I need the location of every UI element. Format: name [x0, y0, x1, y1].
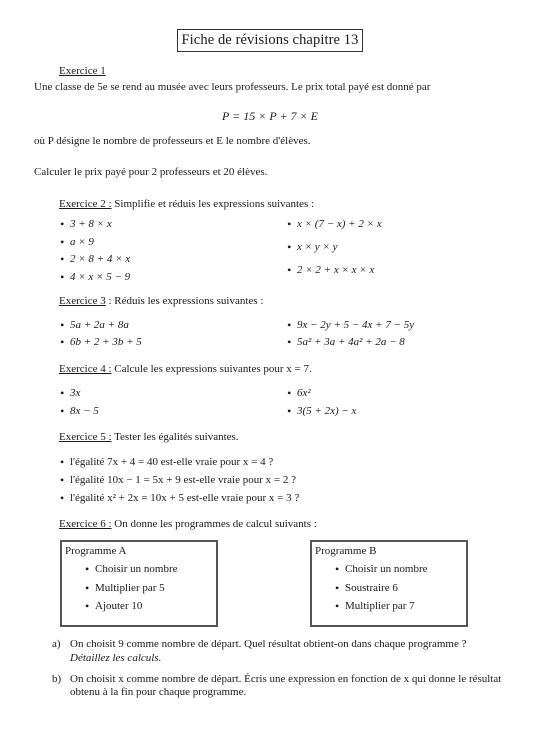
exercise-3-left-list [60, 319, 279, 351]
exercise-2-heading [59, 198, 506, 212]
exercise-4-left-list [60, 387, 279, 419]
exercise-6-instruction: On donne les programmes de calcul suivants : [111, 518, 317, 531]
exercise-5-instruction: Tester les égalités suivantes. [111, 431, 239, 444]
exercise-3-instruction: : Réduis les expressions suivantes : [105, 294, 264, 307]
list-item: • 3x [60, 387, 279, 401]
list-item: • x × y × y [287, 241, 506, 255]
exercise-3-columns [34, 319, 506, 355]
list-item: • Multiplier par 5 [85, 582, 212, 596]
exercise-2-label: Exercice 2 : [59, 198, 112, 211]
exercise-4-heading [59, 363, 506, 377]
question-a-label: a) [52, 638, 61, 651]
exercise-3-right-list [287, 319, 506, 351]
list-item: • 5a² + 3a + 4a² + 2a − 8 [287, 336, 506, 350]
list-item: • Choisir un nombre [85, 563, 212, 577]
exercise-4-right-list [287, 387, 506, 419]
exercise-2-columns [34, 218, 506, 289]
exercise-2-left-list [60, 218, 279, 285]
exercise-2-right-list [287, 218, 506, 278]
list-item: • l'égalité 7x + 4 = 40 est-elle vraie pour x = 4 ? [60, 456, 506, 470]
list-item: • 9x − 2y + 5 − 4x + 7 − 5y [287, 319, 506, 333]
program-a-steps [85, 563, 212, 614]
list-item: • 3 + 8 × x [60, 218, 279, 232]
list-item: • 6b + 2 + 3b + 5 [60, 336, 279, 350]
list-item: • x × (7 − x) + 2 × x [287, 218, 506, 232]
list-item: • 8x − 5 [60, 405, 279, 419]
list-item: • Multiplier par 7 [335, 600, 462, 614]
exercise-3-heading [59, 295, 506, 309]
program-a-title: Programme A [65, 545, 127, 558]
exercise-2-instruction: Simplifie et réduis les expressions suivantes : [111, 198, 315, 211]
exercise-1-statement: Une classe de 5e se rend au musée avec leurs professeurs. Le prix total payé est donné par [34, 80, 431, 93]
list-item: • l'égalité x² + 2x = 10x + 5 est-elle vraie pour x = 3 ? [60, 492, 506, 506]
exercise-1-question: Calculer le prix payé pour 2 professeurs et 20 élèves. [34, 166, 268, 179]
list-item: • 4 × x × 5 − 9 [60, 271, 279, 285]
exercise-1-definition: où P désigne le nombre de professeurs et E le nombre d'élèves. [34, 134, 311, 147]
program-b-steps [335, 563, 462, 614]
exercise-4-instruction: Calcule les expressions suivantes pour x = 7. [111, 363, 312, 376]
exercise-4-label: Exercice 4 : [59, 363, 112, 376]
question-a [52, 638, 506, 666]
exercise-3-label: Exercice 3 [59, 294, 106, 307]
list-item: • 2 × 8 + 4 × x [60, 253, 279, 267]
programs-row [34, 540, 506, 627]
list-item: • Ajouter 10 [85, 600, 212, 614]
list-item: • 2 × 2 + x × x × x [287, 264, 506, 278]
list-item: • 5a + 2a + 8a [60, 319, 279, 333]
question-b-text: On choisit x comme nombre de départ. Écris une expression en fonction de x qui donne le résultat obtenu à la fin pour chaque programme. [70, 672, 502, 699]
list-item: • a × 9 [60, 236, 279, 250]
exercise-4-columns [34, 387, 506, 423]
program-b-title: Programme B [315, 545, 377, 558]
list-item: • 6x² [287, 387, 506, 401]
exercise-1-label: Exercice 1 [59, 65, 106, 78]
exercise-5-label: Exercice 5 : [59, 431, 112, 444]
exercise-5-heading [59, 431, 506, 445]
exercise-6-label: Exercice 6 : [59, 518, 112, 531]
program-a-box [60, 540, 218, 627]
page-title: Fiche de révisions chapitre 13 [177, 29, 364, 52]
question-a-note: Détaillez les calculs. [70, 651, 162, 664]
question-a-text: On choisit 9 comme nombre de départ. Quel résultat obtient-on dans chaque programme ? [70, 638, 467, 651]
exercise-6-heading [59, 518, 506, 532]
exercise-6-questions [52, 638, 506, 700]
list-item: • 3(5 + 2x) − x [287, 405, 506, 419]
exercise-5-list [60, 456, 506, 505]
exercise-1-formula: P = 15 × P + 7 × E [222, 108, 318, 123]
list-item: • Choisir un nombre [335, 563, 462, 577]
list-item: • Soustraire 6 [335, 582, 462, 596]
list-item: • l'égalité 10x − 1 = 5x + 9 est-elle vraie pour x = 2 ? [60, 474, 506, 488]
question-b [52, 673, 506, 701]
title-wrap [34, 0, 506, 52]
program-b-box [310, 540, 468, 627]
question-b-label: b) [52, 672, 62, 685]
